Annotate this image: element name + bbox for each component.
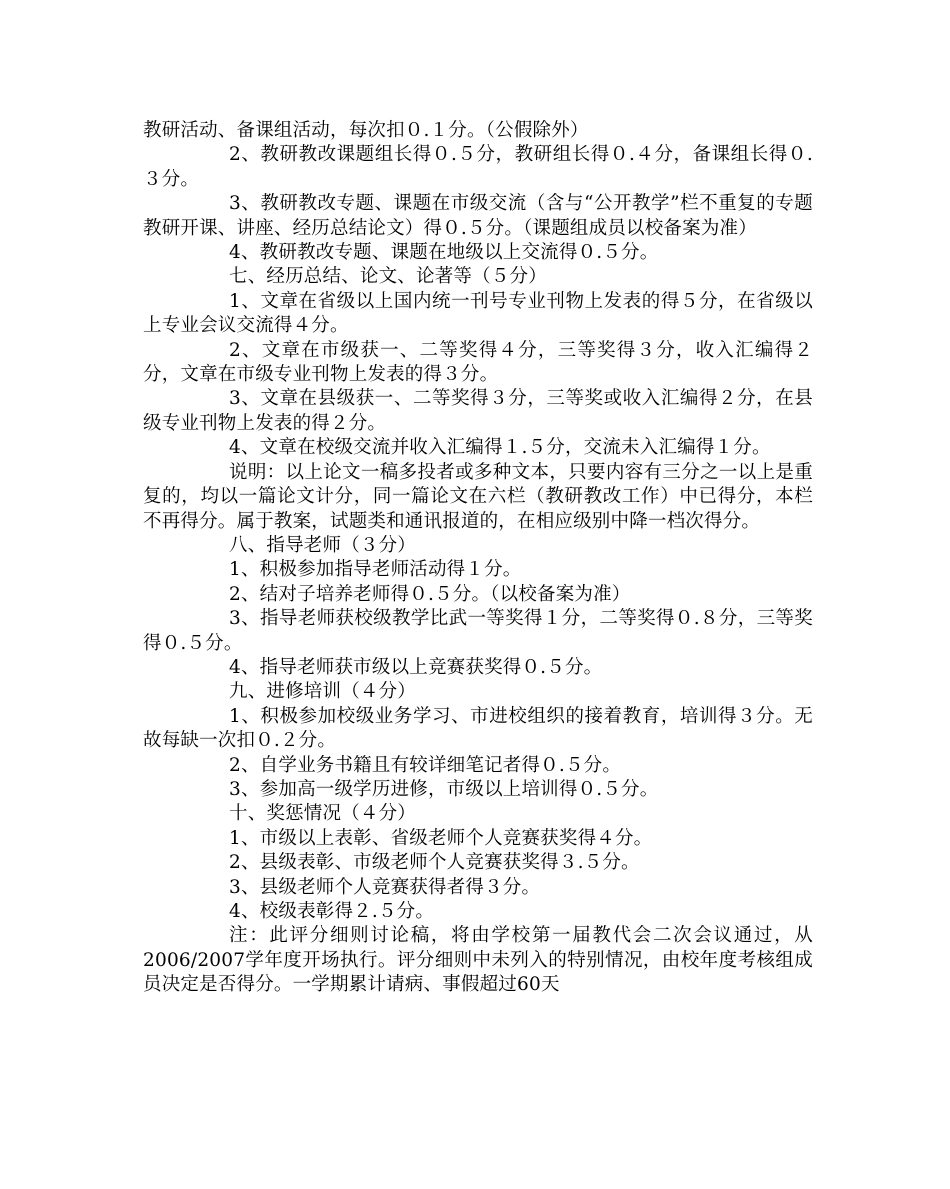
document-body bbox=[143, 119, 813, 998]
paragraph: 2、文章在市级获一、二等奖得４分，三等奖得３分，收入汇编得２分，文章在市级专业刊物上发表的得３分。 bbox=[143, 339, 813, 386]
paragraph: 4、文章在校级交流并收入汇编得１.５分，交流未入汇编得１分。 bbox=[229, 437, 771, 459]
paragraph: 八、指导老师（３分） bbox=[229, 534, 417, 556]
paragraph: 4、教研教改专题、课题在地级以上交流得０.５分。 bbox=[229, 242, 659, 264]
paragraph: 3、县级老师个人竞赛获得者得３分。 bbox=[229, 876, 541, 898]
paragraph: 3、文章在县级获一、二等奖得３分，三等奖或收入汇编得２分，在县级专业刊物上发表的得２分。 bbox=[143, 388, 813, 434]
paragraph: 2、教研教改课题组长得０.５分，教研组长得０.４分，备课组长得０.３分。 bbox=[143, 144, 813, 190]
paragraph: 教研活动、备课组活动，每次扣０.１分。（公假除外） bbox=[143, 120, 589, 141]
paragraph: 说明：以上论文一稿多投者或多种文本，只要内容有三分之一以上是重复的，均以一篇论文计分，同一篇论文在六栏（教研教改工作）中已得分，本栏不再得分。属于教案，试题类和通讯报道的，在相应级别中降一档次得分。 bbox=[143, 461, 813, 532]
paragraph: 七、经历总结、论文、论著等（５分） bbox=[229, 266, 547, 288]
paragraph: 3、指导老师获校级教学比武一等奖得１分，二等奖得０.８分，三等奖得０.５分。 bbox=[143, 608, 813, 654]
paragraph: 1、积极参加校级业务学习、市进校组织的接着教育，培训得３分。无故每缺一次扣０.２分。 bbox=[143, 705, 813, 752]
paragraph: 十、奖惩情况（４分） bbox=[229, 803, 417, 825]
paragraph: 3、参加高一级学历进修，市级以上培训得０.５分。 bbox=[229, 778, 659, 800]
paragraph: 九、进修培训（４分） bbox=[229, 681, 417, 703]
paragraph: 1、积极参加指导老师活动得１分。 bbox=[229, 559, 522, 581]
paragraph: 1、文章在省级以上国内统一刊号专业刊物上发表的得５分，在省级以上专业会议交流得４分。 bbox=[143, 290, 813, 337]
paragraph: 2、自学业务书籍且有较详细笔记者得０.５分。 bbox=[229, 754, 622, 776]
paragraph: 3、教研教改专题、课题在市级交流（含与“公开教学”栏不重复的专题教研开课、讲座、经历总结论文）得０.５分。（课题组成员以校备案为准） bbox=[143, 193, 813, 239]
paragraph: 1、市级以上表彰、省级老师个人竞赛获奖得４分。 bbox=[229, 827, 653, 849]
paragraph: 2、县级表彰、市级老师个人竞赛获奖得３.５分。 bbox=[229, 852, 640, 874]
paragraph: 2、结对子培养老师得０.５分。（以校备案为准） bbox=[229, 583, 631, 605]
paragraph: 4、校级表彰得２.５分。 bbox=[229, 901, 435, 922]
paragraph: 4、指导老师获市级以上竞赛获奖得０.５分。 bbox=[229, 656, 603, 678]
paragraph: 注：此评分细则讨论稿，将由学校第一届教代会二次会议通过，从2006/2007学年度开场执行。评分细则中未列入的特别情况，由校年度考核组成员决定是否得分。一学期累计请病、事假超过60天 bbox=[143, 925, 813, 996]
